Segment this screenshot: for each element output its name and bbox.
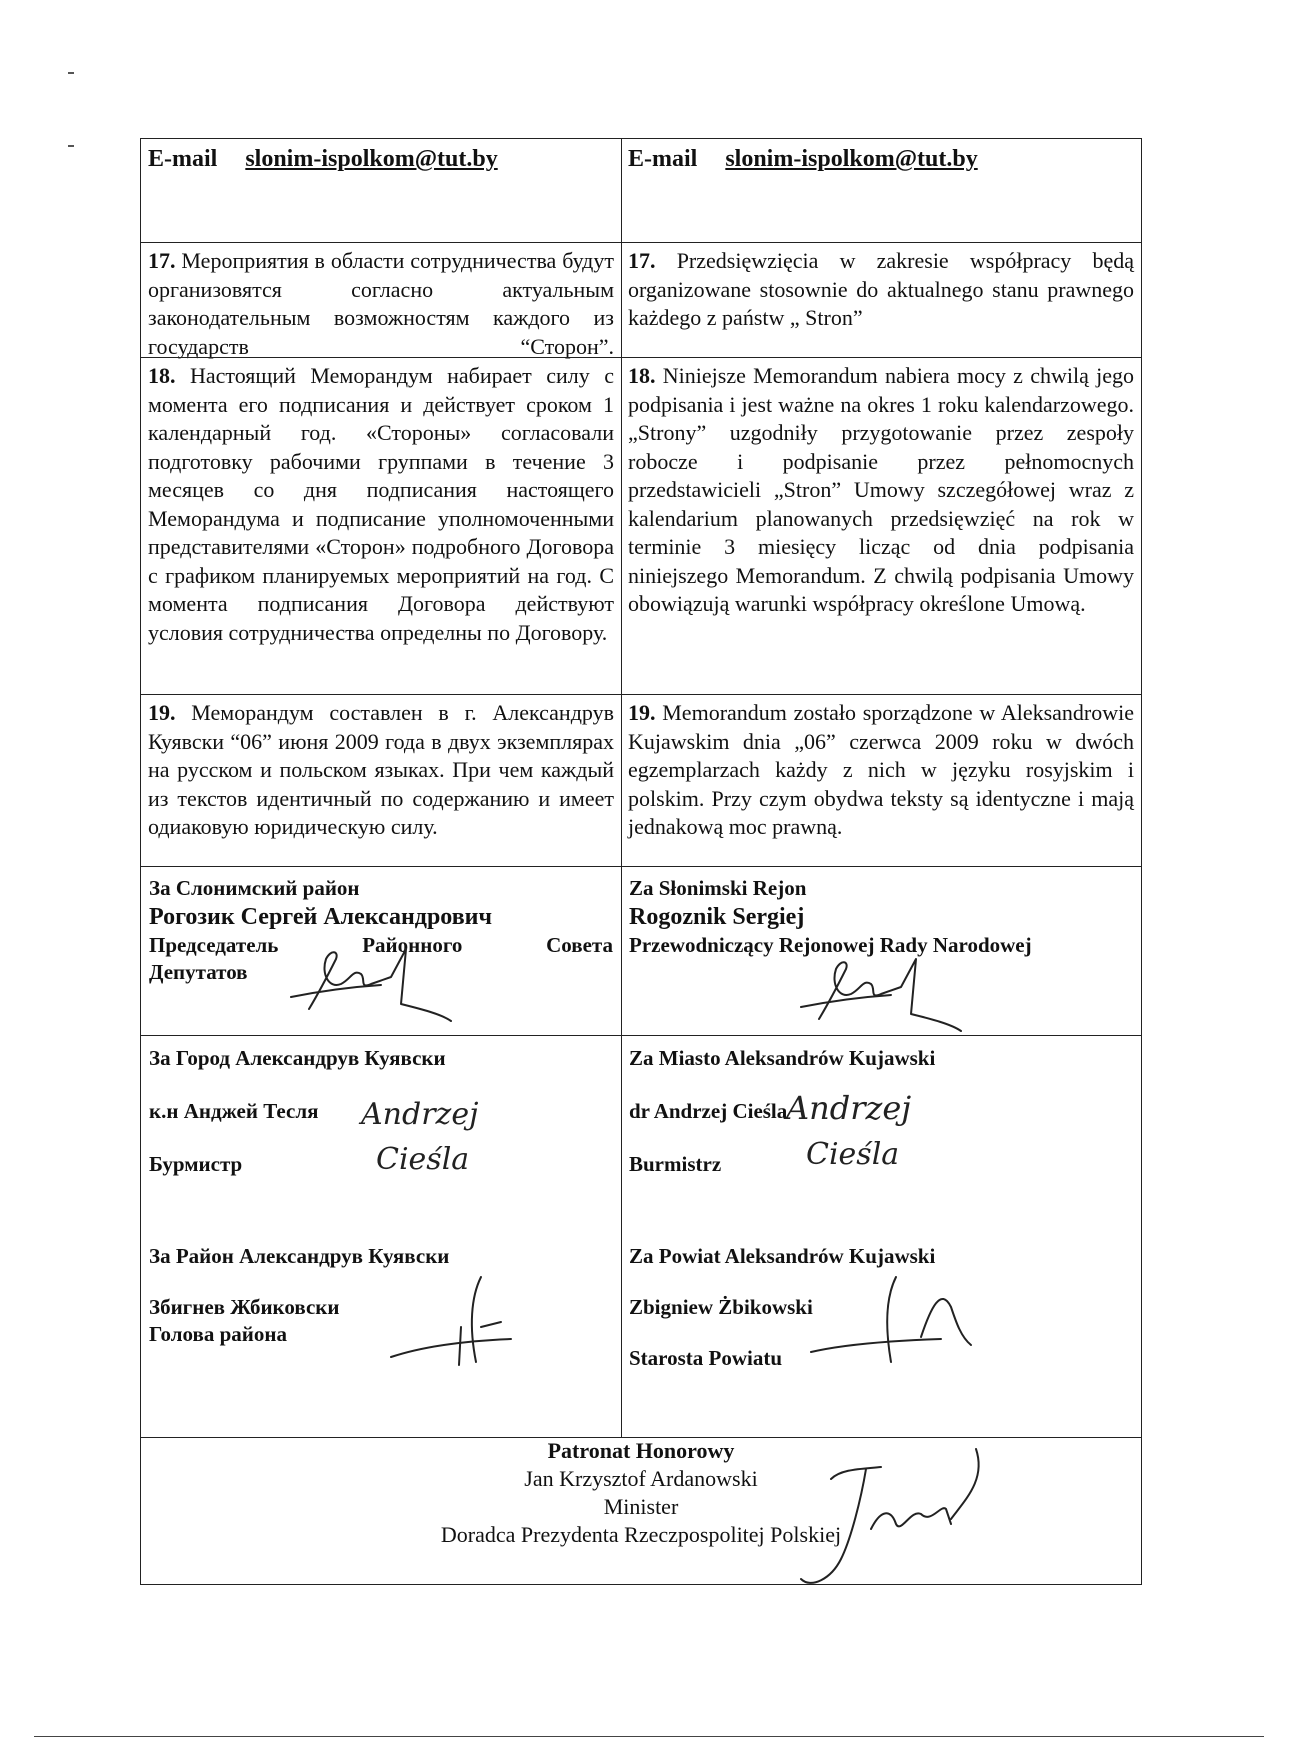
- email-left: E-mail slonim-ispolkom@tut.by: [148, 146, 498, 172]
- signatory-title: Przewodniczący Rejonowej Rady Narodowej: [629, 933, 1032, 957]
- signatory-title: Председатель Районного Совета: [149, 933, 613, 957]
- email-address-left: slonim-ispolkom@tut.by: [245, 146, 498, 172]
- signatory-for: Za Powiat Aleksandrów Kujawski: [629, 1244, 936, 1268]
- signature-rogozik-right: [791, 939, 971, 1039]
- svg-text:Andrzej: Andrzej: [786, 1089, 912, 1127]
- email-address-right: slonim-ispolkom@tut.by: [725, 146, 978, 172]
- row-divider: [141, 866, 1141, 867]
- page-bottom-rule: [34, 1736, 1264, 1737]
- row-divider: [141, 1035, 1141, 1036]
- section-19-pl: 19. Memorandum zostało sporządzone w Aleksandrowie Kujawskim dnia „06” czerwca 2009 roku w dwóch egzemplarzach każdy z nich w języku rosyjskim i polskim. Przy czym obydwa teksty są identyczne i mają jednakową moc prawną.: [628, 700, 1134, 839]
- section-18-pl: 18. Niniejsze Memorandum nabiera mocy z chwilą jego podpisania i jest ważne na okres 1 roku kalendarzowego. „Strony” uzgodniły przygotowanie przez zespoły robocze i podpisanie przez pełnomocnych przedstawicieli „Stron” Umowy szczegółowej wraz z kalendarium planowanych przedsięwzięć na rok w terminie 3 miesięcy licząc od dnia podpisania niniejszego Memorandum. Z chwilą podpisania Umowy obowiązują warunki współpracy określone Umową.: [628, 363, 1135, 616]
- signatory-for: Za Miasto Aleksandrów Kujawski: [629, 1046, 936, 1070]
- signatory-for: Za Słonimski Rejon: [629, 876, 807, 900]
- signatory-name: Рогозик Сергей Александрович: [149, 904, 493, 930]
- section-17-ru: 17. Мероприятия в области сотрудничества будут организовятся согласно актуальным законодательным возможностям каждого из государств “Сторон”.: [148, 248, 614, 359]
- signature-rogozik-left: [281, 929, 461, 1029]
- row-divider: [141, 357, 1141, 358]
- margin-mark: [68, 72, 74, 74]
- section-17-pl: 17. Przedsięwzięcia w zakresie współpracy będą organizowane stosownie do aktualnego stanu prawnego każdego z państw „ Stron”: [628, 248, 1135, 330]
- margin-mark: [68, 145, 74, 147]
- signatory-name: Rogoznik Sergiej: [629, 904, 805, 930]
- row-divider: [141, 242, 1141, 243]
- row-divider: [141, 694, 1141, 695]
- patronat-heading: Patronat Honorowy: [547, 1438, 735, 1463]
- svg-text:Andrzej: Andrzej: [361, 1097, 479, 1132]
- signatory-title: Голова района: [149, 1322, 287, 1346]
- signatory-for: За Слонимский район: [149, 876, 360, 900]
- signatory-title: Starosta Powiatu: [629, 1346, 783, 1370]
- signature-zbikowski-right: [801, 1267, 981, 1377]
- signature-ciesla-right: [781, 1084, 951, 1174]
- memorandum-table: [140, 138, 1142, 1585]
- patronat-name: Jan Krzysztof Ardanowski: [524, 1466, 758, 1491]
- patronat-title: Minister: [603, 1494, 679, 1519]
- signatory-for: За Город Александрув Куявски: [149, 1046, 446, 1070]
- signature-ciesla-left: [356, 1089, 506, 1179]
- section-19-ru: 19. Меморандум составлен в г. Александрув Куявски “06” июня 2009 года в двух экземплярах на русском и польском языках. При чем каждый из текстов идентичный по содержанию и имеет одиаковую юридическую силу.: [148, 700, 615, 839]
- signatory-title: Бурмистр: [149, 1152, 243, 1176]
- svg-text:Cieśla: Cieśla: [376, 1142, 470, 1177]
- signature-zbikowski-left: [381, 1267, 531, 1377]
- patronat-role: Doradca Prezydenta Rzeczpospolitej Polskiej: [440, 1522, 842, 1547]
- signatory-name: Zbigniew Żbikowski: [629, 1295, 813, 1319]
- signatory-name: dr Andrzej Cieśla: [629, 1099, 788, 1123]
- signatory-title: Burmistrz: [629, 1152, 722, 1176]
- email-right: E-mail slonim-ispolkom@tut.by: [628, 146, 978, 172]
- section-18-ru: 18. Настоящий Меморандум набирает силу с момента его подписания и действует сроком 1 календарный год. «Стороны» согласовали подготовку рабочими группами в течение 3 месяцев со дня подписания настоящего Меморандума и подписание уполномоченными представителями «Сторон» подробного Договора с графиком планируемых мероприятий на год. С момента подписания Договора действуют условия сотрудничества определны по Договору.: [148, 363, 614, 645]
- svg-text:Cieśla: Cieśla: [806, 1137, 900, 1172]
- signatory-name: Збигнев Жбиковски: [149, 1295, 340, 1319]
- signatory-name: к.н Анджей Тесля: [149, 1099, 319, 1123]
- signatory-title-cont: Депутатов: [149, 960, 248, 984]
- signature-ardanowski: [771, 1439, 1011, 1589]
- signatory-for: За Район Александрув Куявски: [149, 1244, 450, 1268]
